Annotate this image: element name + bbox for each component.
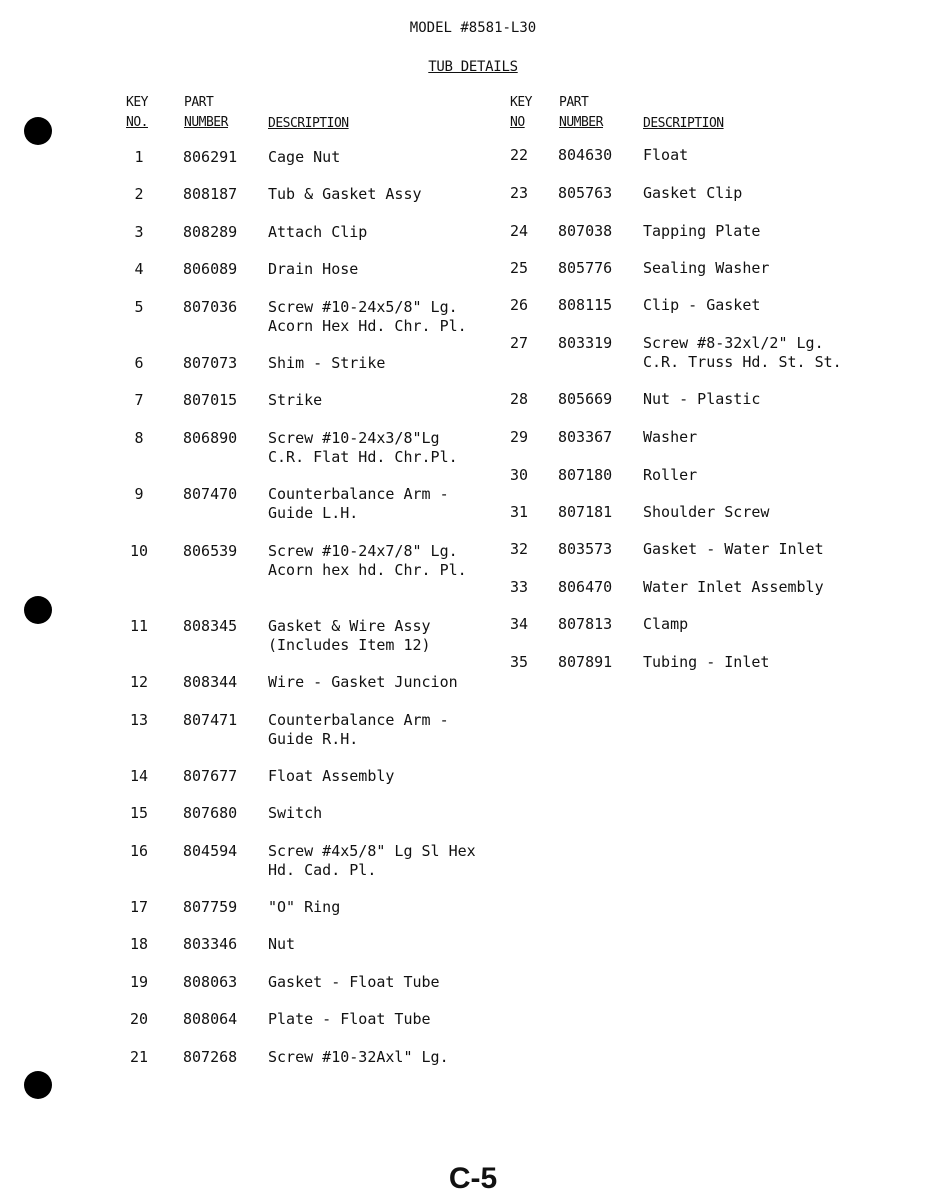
key-number: 30 — [509, 466, 529, 484]
part-description: Gasket - Water Inlet — [643, 540, 824, 558]
part-description: Float — [643, 146, 689, 164]
part-description: Tapping Plate — [643, 222, 761, 240]
part-description: Attach Clip — [268, 223, 368, 241]
key-number: 26 — [509, 296, 529, 314]
part-number: 807015 — [183, 391, 238, 409]
part-number: 804630 — [558, 146, 613, 164]
part-description: Strike — [268, 391, 323, 409]
part-description: Counterbalance Arm - Guide R.H. — [268, 711, 449, 748]
part-header-bottom: NUMBER — [559, 115, 603, 130]
key-number: 33 — [509, 578, 529, 596]
key-number: 31 — [509, 503, 529, 521]
part-number: 808344 — [183, 673, 238, 691]
key-header-bottom: NO — [510, 115, 525, 130]
description-header: DESCRIPTION — [268, 116, 349, 131]
key-number: 14 — [129, 767, 149, 785]
part-number: 807470 — [183, 485, 238, 503]
part-description: Shim - Strike — [268, 354, 386, 372]
key-number: 1 — [134, 148, 144, 166]
part-header-bottom: NUMBER — [184, 115, 228, 130]
part-number: 805763 — [558, 184, 613, 202]
key-header-top: KEY — [510, 95, 532, 110]
part-number: 806089 — [183, 260, 238, 278]
key-number: 17 — [129, 898, 149, 916]
column-headers-right — [496, 94, 876, 138]
key-number: 32 — [509, 540, 529, 558]
part-description: Screw #10-32Axl" Lg. — [268, 1048, 449, 1066]
key-number: 29 — [509, 428, 529, 446]
key-number: 7 — [134, 391, 144, 409]
part-description: Plate - Float Tube — [268, 1010, 431, 1028]
part-number: 806291 — [183, 148, 238, 166]
part-description: Sealing Washer — [643, 259, 770, 277]
part-number: 808187 — [183, 185, 238, 203]
part-number: 807891 — [558, 653, 613, 671]
key-number: 23 — [509, 184, 529, 202]
section-title: TUB DETAILS — [428, 59, 518, 75]
part-number: 803319 — [558, 334, 613, 352]
part-description: Screw #10-24x5/8" Lg. Acorn Hex Hd. Chr. Pl. — [268, 298, 467, 335]
key-number: 2 — [134, 185, 144, 203]
parts-list-right — [496, 94, 876, 671]
key-number: 28 — [509, 390, 529, 408]
key-number: 24 — [509, 222, 529, 240]
part-number: 804594 — [183, 842, 238, 860]
part-description: Counterbalance Arm - Guide L.H. — [268, 485, 449, 522]
part-number: 803573 — [558, 540, 613, 558]
part-description: Clamp — [643, 615, 689, 633]
model-title: MODEL #8581-L30 — [409, 20, 537, 36]
key-number: 13 — [129, 711, 149, 729]
column-headers-left — [118, 94, 498, 138]
part-number: 806890 — [183, 429, 238, 447]
key-number: 6 — [134, 354, 144, 372]
part-number: 803346 — [183, 935, 238, 953]
key-number: 19 — [129, 973, 149, 991]
part-number: 807813 — [558, 615, 613, 633]
key-number: 12 — [129, 673, 149, 691]
part-number: 807471 — [183, 711, 238, 729]
key-header-top: KEY — [126, 95, 148, 110]
page-number: C-5 — [448, 1162, 498, 1195]
part-description: Screw #8-32xl/2" Lg. C.R. Truss Hd. St. St. — [643, 334, 842, 371]
key-number: 5 — [134, 298, 144, 316]
part-number: 805669 — [558, 390, 613, 408]
part-description: Gasket Clip — [643, 184, 743, 202]
part-description: Drain Hose — [268, 260, 359, 278]
key-number: 9 — [134, 485, 144, 503]
part-description: Switch — [268, 804, 323, 822]
key-number: 22 — [509, 146, 529, 164]
key-number: 35 — [509, 653, 529, 671]
part-number: 807073 — [183, 354, 238, 372]
key-number: 10 — [129, 542, 149, 560]
binder-hole-top — [24, 117, 52, 145]
key-number: 8 — [134, 429, 144, 447]
key-header-bottom: NO. — [126, 115, 148, 130]
part-description: Screw #10-24x3/8"Lg C.R. Flat Hd. Chr.Pl. — [268, 429, 458, 466]
parts-list-left — [118, 94, 498, 1066]
part-number: 807038 — [558, 222, 613, 240]
part-description: Shoulder Screw — [643, 503, 770, 521]
part-number: 803367 — [558, 428, 613, 446]
part-number: 807759 — [183, 898, 238, 916]
part-description: "O" Ring — [268, 898, 341, 916]
key-number: 21 — [129, 1048, 149, 1066]
key-number: 25 — [509, 259, 529, 277]
part-header-top: PART — [559, 95, 589, 110]
part-number: 807677 — [183, 767, 238, 785]
key-number: 18 — [129, 935, 149, 953]
part-number: 807680 — [183, 804, 238, 822]
binder-hole-middle — [24, 596, 52, 624]
part-description: Gasket & Wire Assy (Includes Item 12) — [268, 617, 431, 654]
part-description: Wire - Gasket Juncion — [268, 673, 458, 691]
part-description: Screw #4x5/8" Lg Sl Hex Hd. Cad. Pl. — [268, 842, 476, 879]
key-number: 20 — [129, 1010, 149, 1028]
key-number: 16 — [129, 842, 149, 860]
key-number: 15 — [129, 804, 149, 822]
key-number: 11 — [129, 617, 149, 635]
part-number: 805776 — [558, 259, 613, 277]
part-number: 807036 — [183, 298, 238, 316]
part-description: Tub & Gasket Assy — [268, 185, 422, 203]
part-description: Nut — [268, 935, 296, 953]
part-description: Cage Nut — [268, 148, 341, 166]
part-number: 808115 — [558, 296, 613, 314]
part-number: 806539 — [183, 542, 238, 560]
key-number: 34 — [509, 615, 529, 633]
part-number: 808064 — [183, 1010, 238, 1028]
part-description: Screw #10-24x7/8" Lg. Acorn hex hd. Chr. Pl. — [268, 542, 467, 579]
part-number: 808063 — [183, 973, 238, 991]
part-number: 807180 — [558, 466, 613, 484]
part-header-top: PART — [184, 95, 214, 110]
part-description: Clip - Gasket — [643, 296, 761, 314]
part-number: 806470 — [558, 578, 613, 596]
part-description: Gasket - Float Tube — [268, 973, 440, 991]
part-number: 808345 — [183, 617, 238, 635]
key-number: 27 — [509, 334, 529, 352]
part-number: 807268 — [183, 1048, 238, 1066]
part-description: Water Inlet Assembly — [643, 578, 824, 596]
binder-hole-bottom — [24, 1071, 52, 1099]
key-number: 4 — [134, 260, 144, 278]
part-number: 807181 — [558, 503, 613, 521]
part-description: Washer — [643, 428, 698, 446]
part-description: Nut - Plastic — [643, 390, 761, 408]
part-description: Roller — [643, 466, 698, 484]
description-header: DESCRIPTION — [643, 116, 724, 131]
part-description: Tubing - Inlet — [643, 653, 770, 671]
key-number: 3 — [134, 223, 144, 241]
part-number: 808289 — [183, 223, 238, 241]
part-description: Float Assembly — [268, 767, 395, 785]
